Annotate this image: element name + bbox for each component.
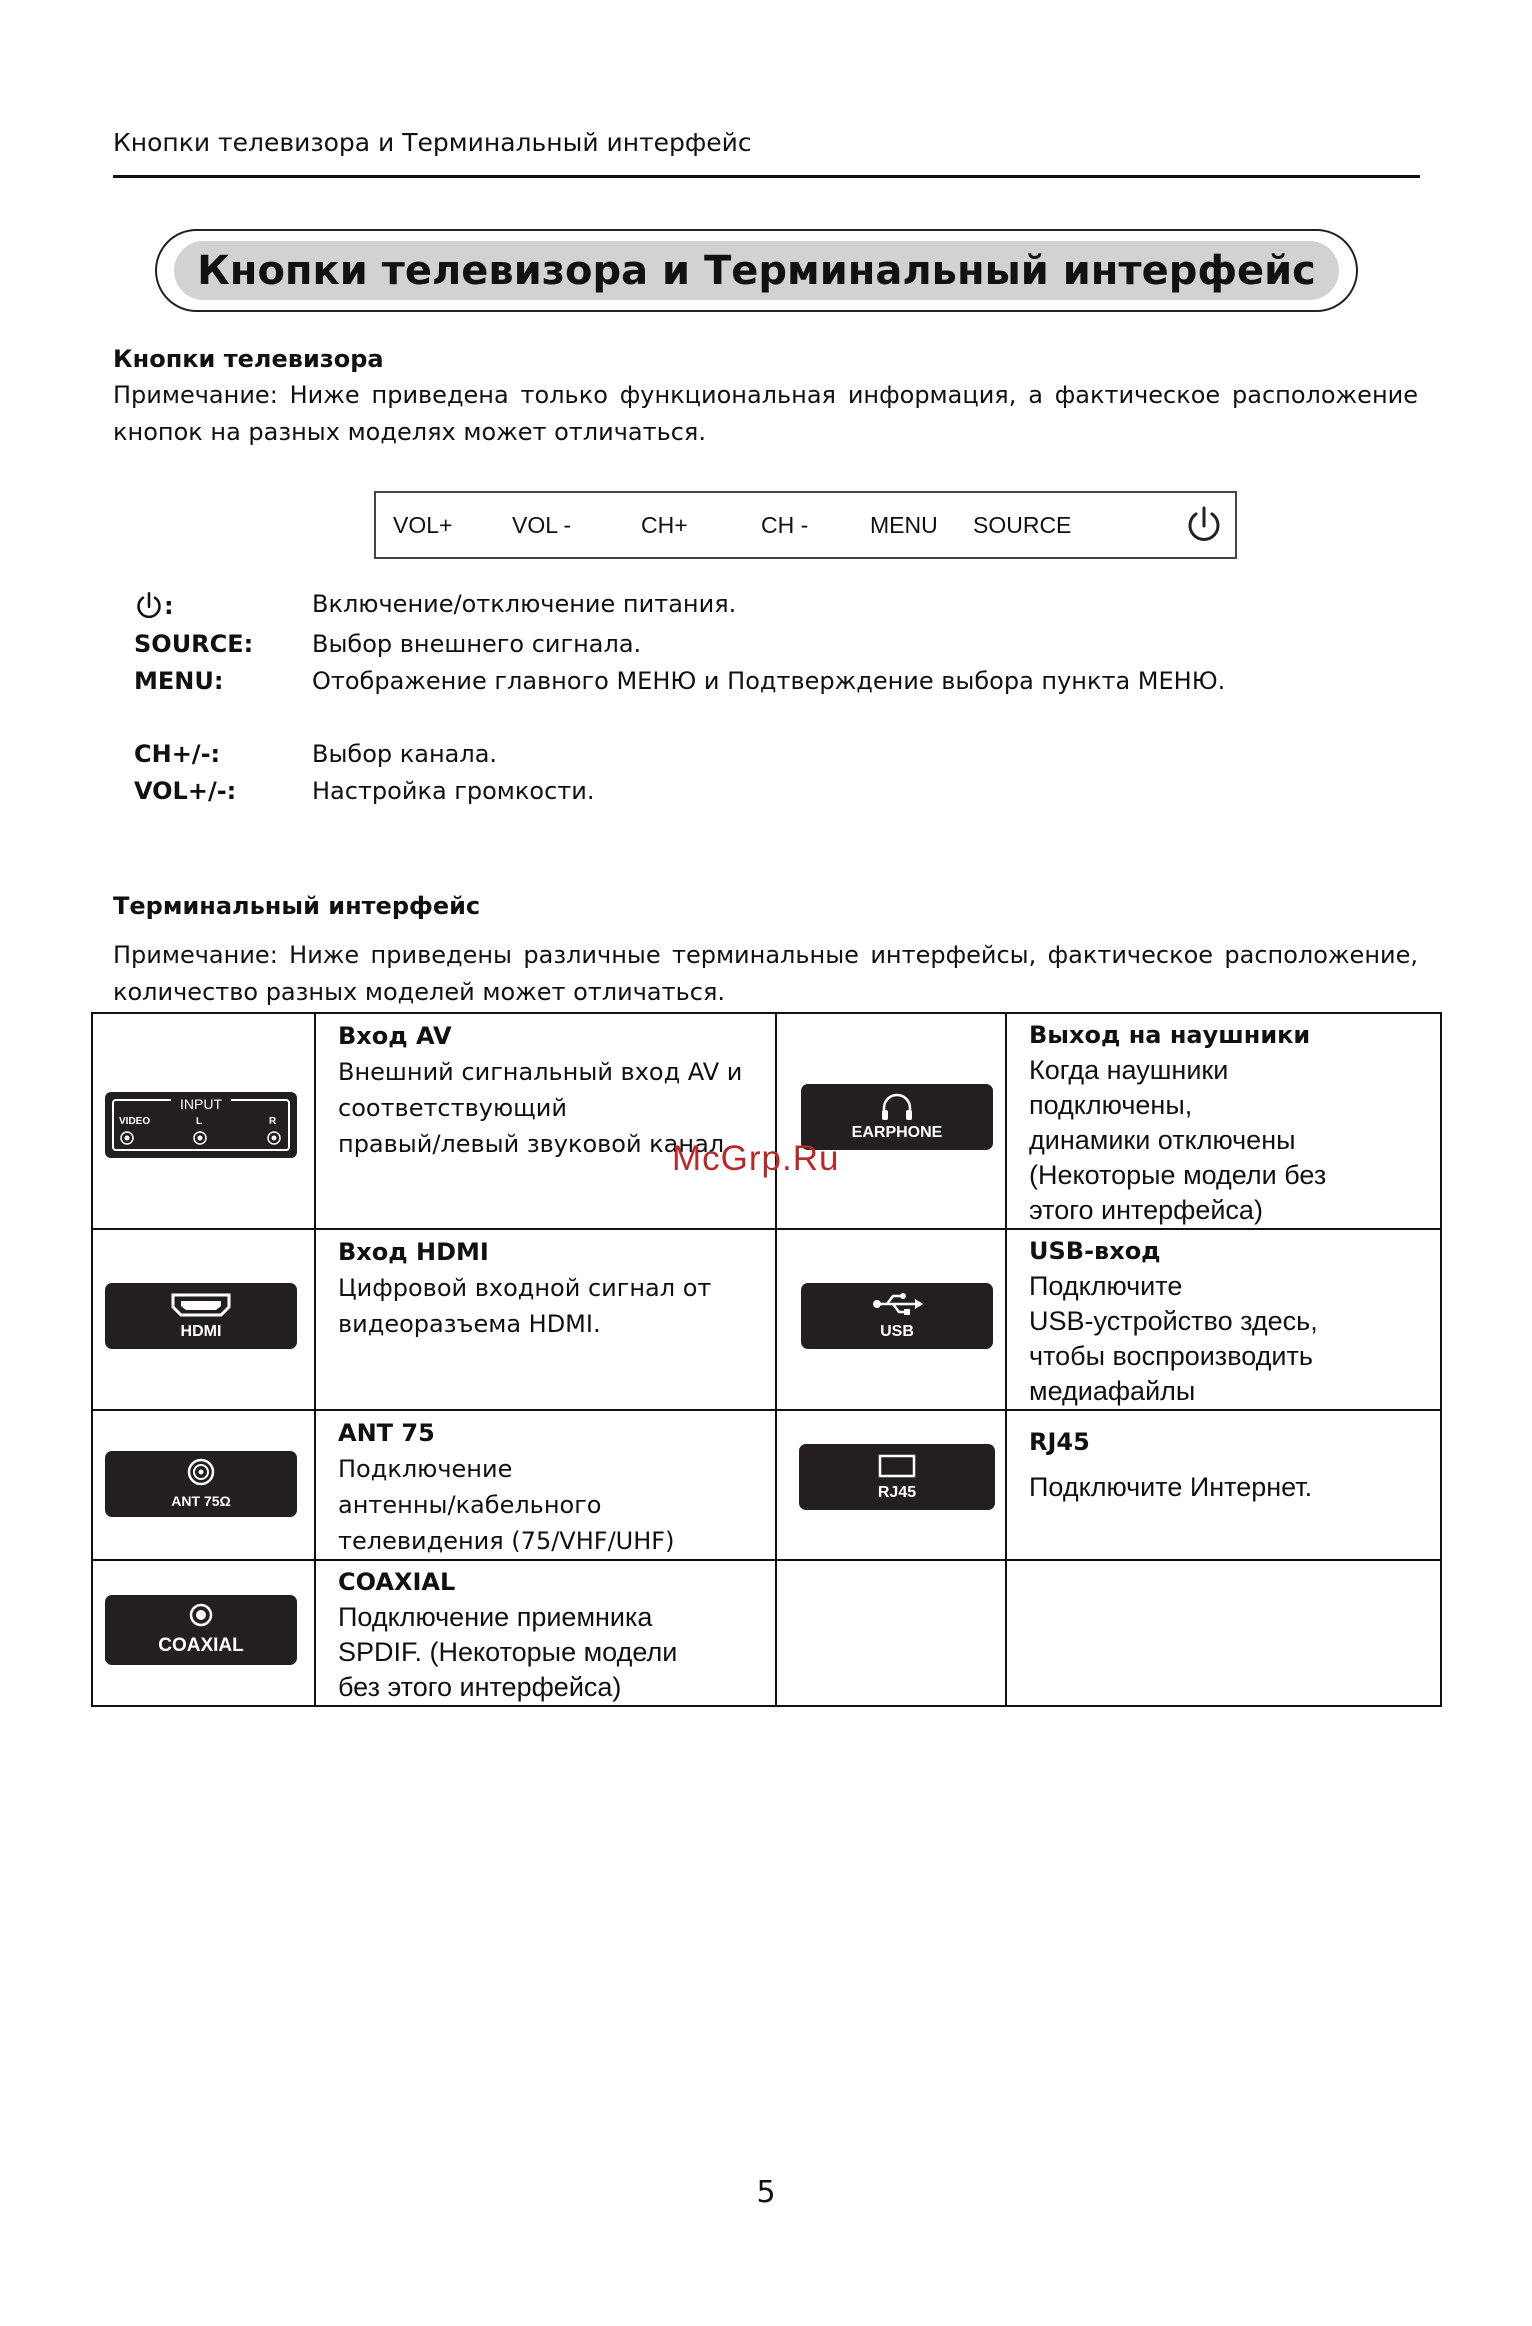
description-line: SPDIF. (Некоторые модели	[338, 1637, 678, 1667]
description-line: без этого интерфейса)	[338, 1672, 622, 1702]
hdmi-title: Вход HDMI	[338, 1238, 489, 1266]
hdmi-description	[315, 1229, 776, 1410]
av-description	[315, 1013, 776, 1229]
description-line: Внешний сигнальный вход AV и	[338, 1058, 743, 1086]
coaxial-badge	[105, 1595, 297, 1665]
usb-label: USB	[880, 1323, 914, 1340]
menu-label: MENU	[870, 512, 938, 538]
usb-title: USB-вход	[1029, 1237, 1161, 1265]
description-line: динамики отключены	[1029, 1125, 1296, 1155]
coaxial-title: COAXIAL	[338, 1568, 456, 1596]
legend-value: Выбор внешнего сигнала.	[312, 630, 642, 658]
description-line: Когда наушники	[1029, 1055, 1229, 1085]
rj45-description	[1006, 1410, 1441, 1560]
power-icon	[134, 590, 164, 622]
note-line: Примечание: Ниже приведена только функциональная информация, а фактическое расположение	[113, 381, 1418, 409]
ch-minus-label: CH -	[761, 512, 809, 538]
hdmi-badge	[105, 1283, 297, 1349]
usb-description	[1006, 1229, 1441, 1410]
rca-jacks-icon	[119, 1130, 287, 1146]
legend-value: Включение/отключение питания.	[312, 590, 737, 618]
coaxial-description	[315, 1560, 776, 1706]
usb-badge	[801, 1283, 993, 1349]
coaxial-connector-icon	[189, 1603, 213, 1627]
buttons-note	[113, 377, 1418, 451]
av-badge-title: INPUT	[171, 1096, 231, 1112]
description-line: подключены,	[1029, 1090, 1193, 1120]
video-label: VIDEO	[119, 1116, 151, 1127]
rj45-badge	[799, 1444, 995, 1510]
empty-cell	[1006, 1560, 1441, 1706]
right-label: R	[269, 1116, 277, 1127]
note-line: количество разных моделей может отличаться.	[113, 978, 726, 1006]
note-line: кнопок на разных моделях может отличаться.	[113, 418, 706, 446]
ch-plus-label: CH+	[641, 512, 688, 538]
description-line: правый/левый звуковой канал	[338, 1130, 725, 1158]
description-line: антенны/кабельного	[338, 1491, 602, 1519]
description-line: телевидения (75/VHF/UHF)	[338, 1527, 675, 1555]
watermark: McGrp.Ru	[672, 1139, 840, 1178]
av-input-badge	[105, 1092, 297, 1158]
ant-description	[315, 1410, 776, 1560]
earphone-description	[1006, 1013, 1441, 1229]
ant-badge	[105, 1451, 297, 1517]
legend-key: CH+/-:	[134, 740, 221, 768]
vol-minus-label: VOL -	[512, 512, 572, 538]
earphone-label: EARPHONE	[851, 1124, 943, 1141]
coaxial-label: COAXIAL	[158, 1635, 244, 1656]
legend-key: SOURCE:	[134, 630, 254, 658]
title-banner	[155, 229, 1358, 312]
power-icon	[1184, 504, 1224, 546]
description-line: чтобы воспроизводить	[1029, 1341, 1313, 1371]
av-title: Вход AV	[338, 1022, 452, 1050]
buttons-heading: Кнопки телевизора	[113, 345, 384, 373]
page-number: 5	[756, 2175, 776, 2210]
description-line: этого интерфейса)	[1029, 1195, 1263, 1225]
ant-label: ANT 75Ω	[171, 1493, 231, 1509]
header-divider	[113, 175, 1420, 178]
page-title: Кнопки телевизора и Терминальный интерфейс	[174, 241, 1339, 300]
description-line: видеоразъема HDMI.	[338, 1310, 601, 1338]
rj45-title: RJ45	[1029, 1428, 1090, 1456]
table-row	[92, 1560, 1441, 1706]
terminal-heading: Терминальный интерфейс	[113, 892, 481, 920]
empty-cell	[776, 1560, 1006, 1706]
earphone-title: Выход на наушники	[1029, 1021, 1311, 1049]
coaxial-image-cell	[92, 1560, 315, 1706]
description-line: соответствующий	[338, 1094, 567, 1122]
av-image-cell	[92, 1013, 315, 1229]
legend-value: Отображение главного МЕНЮ и Подтверждение выбора пункта МЕНЮ.	[312, 667, 1226, 695]
description-line: USB-устройство здесь,	[1029, 1306, 1318, 1336]
legend-key: MENU:	[134, 667, 224, 695]
legend-key: VOL+/-:	[134, 777, 237, 805]
table-row	[92, 1013, 1441, 1229]
description-line: Подключение приемника	[338, 1602, 653, 1632]
headphones-icon	[879, 1092, 915, 1122]
ant-image-cell	[92, 1410, 315, 1560]
description-line: Подключите	[1029, 1271, 1183, 1301]
rj45-image-cell	[776, 1410, 1006, 1560]
usb-image-cell	[776, 1229, 1006, 1410]
antenna-connector-icon	[187, 1458, 215, 1486]
hdmi-image-cell	[92, 1229, 315, 1410]
ports-table	[91, 1012, 1442, 1707]
terminal-note	[113, 937, 1418, 1011]
note-line: Примечание: Ниже приведены различные терминальные интерфейсы, фактическое расположение,	[113, 941, 1418, 969]
hdmi-label: HDMI	[180, 1323, 222, 1340]
ant-title: ANT 75	[338, 1419, 435, 1447]
legend-value: Выбор канала.	[312, 740, 498, 768]
table-row	[92, 1229, 1441, 1410]
rj45-label: RJ45	[877, 1484, 917, 1501]
hdmi-port-icon	[171, 1293, 231, 1319]
legend-value: Настройка громкости.	[312, 777, 595, 805]
left-label: L	[196, 1116, 203, 1127]
usb-symbol-icon	[871, 1291, 923, 1317]
description-line: Цифровой входной сигнал от	[338, 1274, 712, 1302]
description-line: медиафайлы	[1029, 1376, 1196, 1406]
vol-plus-label: VOL+	[393, 512, 453, 538]
table-row	[92, 1410, 1441, 1560]
description-line: (Некоторые модели без	[1029, 1160, 1327, 1190]
running-header: Кнопки телевизора и Терминальный интерфейс	[113, 128, 752, 157]
earphone-image-cell	[776, 1013, 1006, 1229]
description-line: Подключите Интернет.	[1029, 1472, 1313, 1502]
legend-key: :	[134, 590, 174, 622]
source-label: SOURCE	[973, 512, 1072, 538]
tv-button-strip	[374, 491, 1237, 559]
ethernet-port-icon	[878, 1454, 916, 1478]
description-line: Подключение	[338, 1455, 513, 1483]
